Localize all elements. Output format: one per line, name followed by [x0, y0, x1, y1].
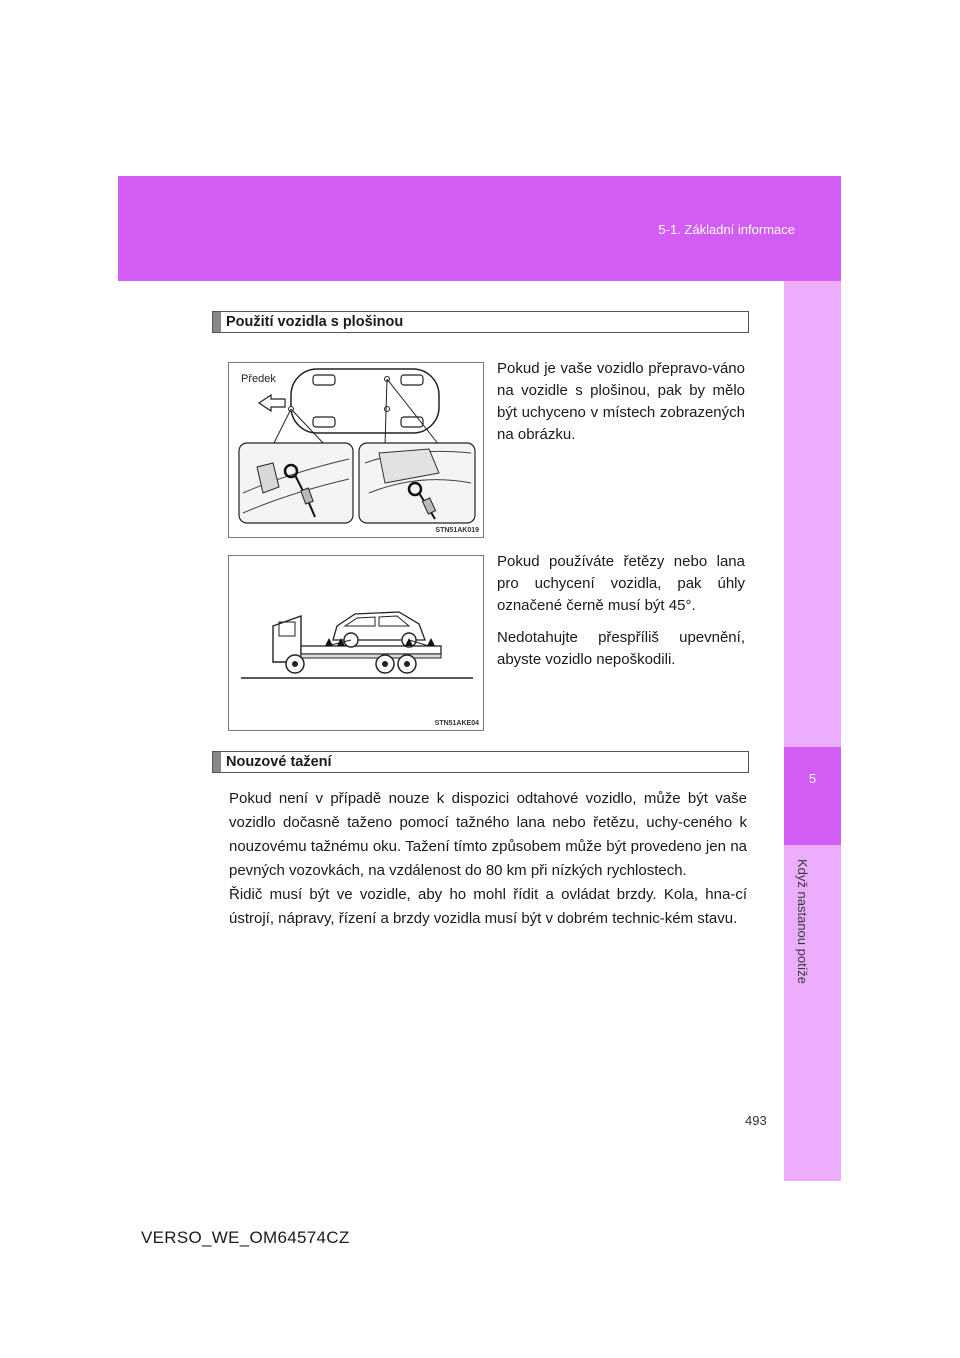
- section-heading-platform: [212, 311, 749, 333]
- platform-text-1: [497, 358, 745, 456]
- chapter-side-tab: [784, 281, 841, 1181]
- section-title: Použití vozidla s plošinou: [226, 314, 404, 330]
- heading-bar: [213, 752, 221, 772]
- platform-text-2: [497, 551, 745, 681]
- header-band: [118, 176, 841, 281]
- paragraph: Pokud není v případě nouze k dispozici odtahové vozidlo, může být vaše vozidlo dočasně taženo pomocí tažného lana nebo řetězu, uchy-ceného k nouzovému tažnému oku. Tažení tímto způsobem může být provedeno jen na pevných vozovkách, na vzdálenost do 80 km při nízkých rychlostech.: [229, 790, 747, 879]
- heading-bar: [213, 312, 221, 332]
- figure-label-front: Předek: [241, 373, 276, 385]
- figure-truck-tie: [228, 555, 484, 731]
- breadcrumb: 5-1. Základní informace: [658, 222, 795, 237]
- document-code: VERSO_WE_OM64574CZ: [141, 1228, 350, 1247]
- paragraph: Pokud používáte řetězy nebo lana pro uchycení vozidla, pak úhly označené černě musí být 45°.: [497, 553, 745, 614]
- towing-body: [229, 787, 747, 931]
- figure-tie-down-points: [228, 362, 484, 538]
- figure-code: STN51AK019: [435, 527, 479, 534]
- paragraph: Pokud je vaše vozidlo přepravo-váno na vozidle s plošinou, pak by mělo být uchyceno v místech zobrazených na obrázku.: [497, 360, 745, 443]
- tie-down-illustration: [229, 363, 483, 537]
- paragraph: Řidič musí být ve vozidle, aby ho mohl řídit a ovládat brzdy. Kola, hna-cí ústrojí, nápravy, řízení a brzdy vozidla musí být v dobrém technic-kém stavu.: [229, 886, 747, 927]
- chapter-tab-active: [784, 747, 841, 845]
- paragraph: Nedotahujte přespříliš upevnění, abyste vozidlo nepoškodili.: [497, 629, 745, 668]
- truck-illustration: [229, 556, 483, 730]
- chapter-number: 5: [808, 771, 817, 786]
- chapter-title: Když nastanou potíže: [795, 859, 810, 985]
- section-title: Nouzové tažení: [226, 754, 332, 770]
- section-heading-towing: [212, 751, 749, 773]
- figure-code: STN51AKE04: [434, 720, 479, 727]
- front-arrow-icon: [259, 395, 285, 411]
- page-number: 493: [745, 1113, 767, 1128]
